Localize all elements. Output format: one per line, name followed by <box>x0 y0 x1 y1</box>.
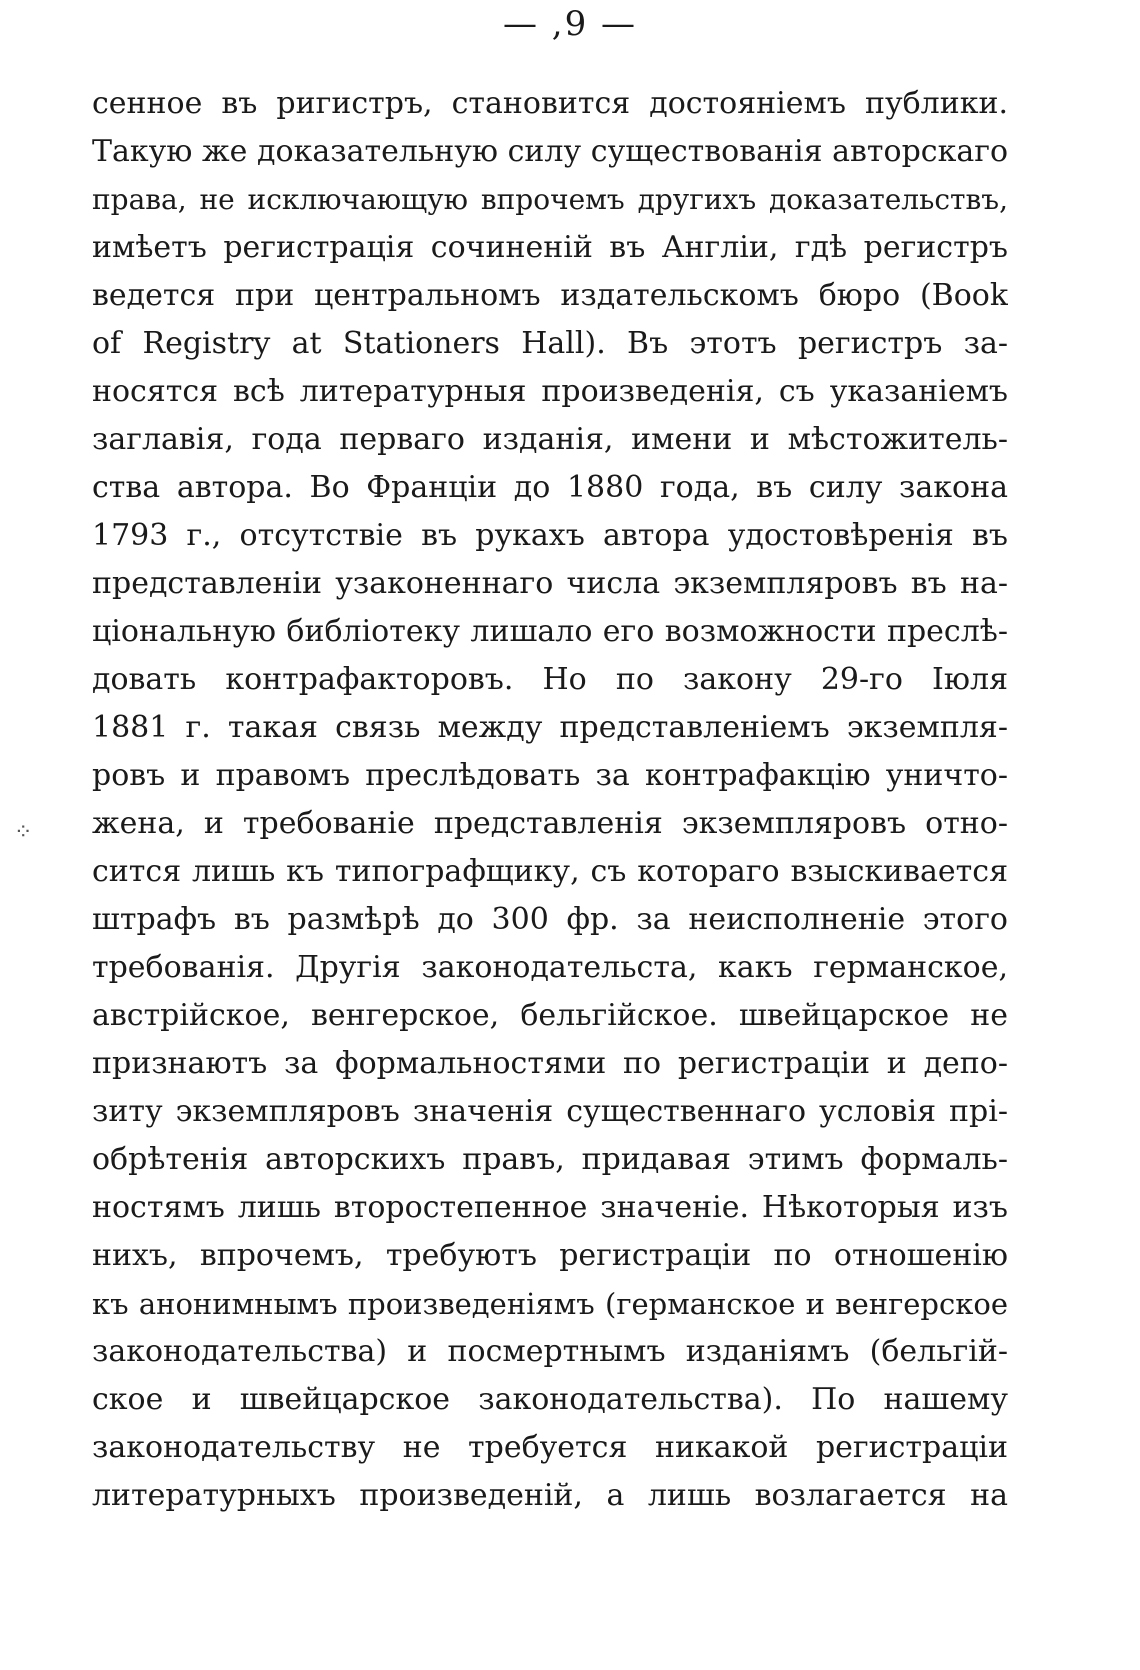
page-number: — ,9 — <box>502 4 638 44</box>
page-body <box>92 80 1008 1520</box>
text-line: признаютъ за формальностями по регистраціи и депо- <box>92 1046 1008 1081</box>
text-line: ціональную библіотеку лишало его возможности преслѣ- <box>92 614 1008 649</box>
text-line: ства автора. Во Франціи до 1880 года, въ силу закона <box>92 470 1008 505</box>
text-line: ностямъ лишь второстепенное значеніе. Нѣкоторыя изъ <box>92 1190 1008 1225</box>
text-line: законодательства) и посмертнымъ изданіямъ (бельгій- <box>92 1334 1008 1369</box>
text-line: представленіи узаконеннаго числа экземпляровъ въ на- <box>92 566 1008 601</box>
text-line: требованія. Другія законодательста, какъ германское, <box>92 950 1008 985</box>
text-line: штрафъ въ размѣрѣ до 300 фр. за неисполненіе этого <box>92 902 1008 937</box>
text-line: 1793 г., отсутствіе въ рукахъ автора удостовѣренія въ <box>92 518 1008 553</box>
text-line: сится лишь къ типографщику, съ котораго взыскивается <box>92 854 1008 889</box>
text-line: сенное въ ригистръ, становится достояніемъ публики. <box>92 86 1008 121</box>
text-line: австрійское, венгерское, бельгійское. швейцарское не <box>92 998 1008 1033</box>
text-line: права, не исключающую впрочемъ другихъ доказательствъ, <box>92 183 1008 216</box>
text-line: обрѣтенія авторскихъ правъ, придавая этимъ формаль- <box>92 1142 1008 1177</box>
text-line: заглавія, года перваго изданія, имени и мѣстожитель- <box>92 422 1008 457</box>
text-line: носятся всѣ литературныя произведенія, съ указаніемъ <box>92 374 1008 409</box>
text-line: литературныхъ произведеній, а лишь возлагается на <box>92 1478 1008 1513</box>
text-line: ведется при центральномъ издательскомъ бюро (Book <box>92 278 1008 313</box>
text-line: 1881 г. такая связь между представленіемъ экземпля- <box>92 710 1008 745</box>
text-line: of Registry at Stationers Hall). Въ этотъ регистръ за- <box>92 326 1008 361</box>
text-line: довать контрафакторовъ. Но по закону 29-го Іюля <box>92 662 1008 697</box>
text-line: нихъ, впрочемъ, требуютъ регистраціи по отношенію <box>92 1238 1008 1273</box>
text-line: законодательству не требуется никакой регистраціи <box>92 1430 1008 1465</box>
text-line: Такую же доказательную силу существованія авторскаго <box>92 134 1008 169</box>
text-line: имѣетъ регистрація сочиненій въ Англіи, гдѣ регистръ <box>92 230 1008 265</box>
text-line: ское и швейцарское законодательства). По нашему <box>92 1382 1008 1417</box>
text-line: къ анонимнымъ произведеніямъ (германское и венгерское <box>92 1287 1008 1321</box>
margin-mark: ⁘ <box>14 820 33 845</box>
text-line: зиту экземпляровъ значенія существеннаго условія прі- <box>92 1094 1008 1129</box>
text-line: ровъ и правомъ преслѣдовать за контрафакцію уничто- <box>92 758 1008 793</box>
text-line: жена, и требованіе представленія экземпляровъ отно- <box>92 806 1008 841</box>
